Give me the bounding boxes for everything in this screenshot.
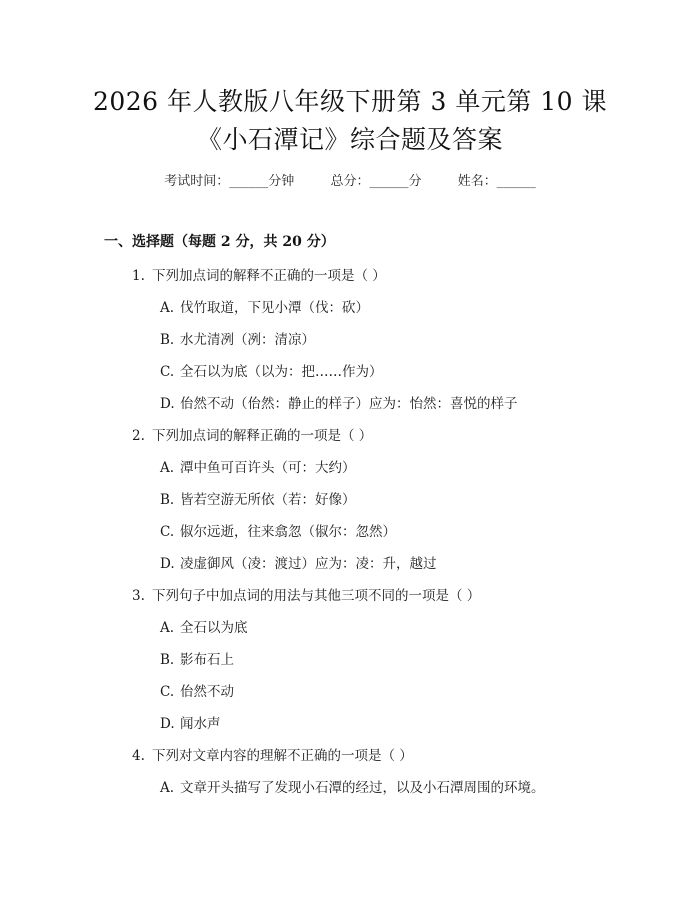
question-text: 下列对文章内容的理解不正确的一项是（ ） [152, 748, 413, 764]
question-1-option-d [160, 392, 518, 412]
question-2-option-b [160, 488, 356, 508]
question-3-option-a [160, 616, 248, 636]
question-1 [132, 264, 386, 284]
option-letter: C. [160, 684, 175, 700]
question-3-option-d [160, 712, 221, 732]
question-text: 下列加点词的解释正确的一项是（ ） [152, 428, 373, 444]
question-4 [132, 744, 413, 764]
option-text: 俶尔远逝，往来翕忽（俶尔：忽然） [180, 524, 396, 540]
option-letter: C. [160, 364, 175, 380]
option-letter: B. [160, 492, 175, 508]
question-4-option-a [160, 776, 545, 796]
exam-meta-line [0, 170, 700, 189]
question-3 [132, 584, 480, 604]
exam-time-field: 考试时间：______分钟 [164, 174, 295, 189]
question-2-option-d [160, 552, 437, 572]
option-text: 闻水声 [180, 716, 221, 732]
document-title-line2: 《小石潭记》综合题及答案 [196, 125, 503, 154]
option-text: 凌虚御风（凌：渡过）应为：凌：升，越过 [180, 556, 437, 572]
option-letter: D. [160, 556, 175, 572]
question-number: 3. [132, 588, 145, 604]
option-letter: D. [160, 716, 175, 732]
question-text: 下列加点词的解释不正确的一项是（ ） [152, 268, 386, 284]
document-title-line1: 2026 年人教版八年级下册第 3 单元第 10 课 [92, 87, 608, 116]
question-1-option-a [160, 296, 369, 316]
option-text: 全石以为底（以为：把……作为） [180, 364, 383, 380]
option-text: 佁然不动（佁然：静止的样子）应为：怡然：喜悦的样子 [180, 396, 518, 412]
option-text: 潭中鱼可百许头（可：大约） [180, 460, 356, 476]
question-number: 4. [132, 748, 145, 764]
option-letter: D. [160, 396, 175, 412]
question-3-option-c [160, 680, 234, 700]
section-heading-choice: 一、选择题（每题 2 分，共 20 分） [104, 234, 335, 250]
option-text: 皆若空游无所依（若：好像） [180, 492, 356, 508]
question-2 [132, 424, 372, 444]
question-number: 1. [132, 268, 145, 284]
option-text: 全石以为底 [180, 620, 248, 636]
option-text: 水尤清冽（冽：清凉） [180, 332, 315, 348]
option-text: 文章开头描写了发现小石潭的经过，以及小石潭周围的环境。 [180, 780, 545, 796]
option-letter: A. [160, 300, 175, 316]
question-1-option-b [160, 328, 315, 348]
question-3-option-b [160, 648, 234, 668]
option-text: 佁然不动 [180, 684, 234, 700]
question-text: 下列句子中加点词的用法与其他三项不同的一项是（ ） [152, 588, 481, 604]
option-text: 影布石上 [180, 652, 234, 668]
question-1-option-c [160, 360, 383, 380]
option-letter: C. [160, 524, 175, 540]
option-text: 伐竹取道，下见小潭（伐：砍） [180, 300, 369, 316]
question-2-option-a [160, 456, 356, 476]
total-score-field: 总分：______分 [330, 174, 422, 189]
option-letter: B. [160, 332, 175, 348]
option-letter: A. [160, 620, 175, 636]
name-field: 姓名：______ [457, 174, 536, 189]
option-letter: B. [160, 652, 175, 668]
option-letter: A. [160, 460, 175, 476]
question-2-option-c [160, 520, 396, 540]
option-letter: A. [160, 780, 175, 796]
question-number: 2. [132, 428, 145, 444]
